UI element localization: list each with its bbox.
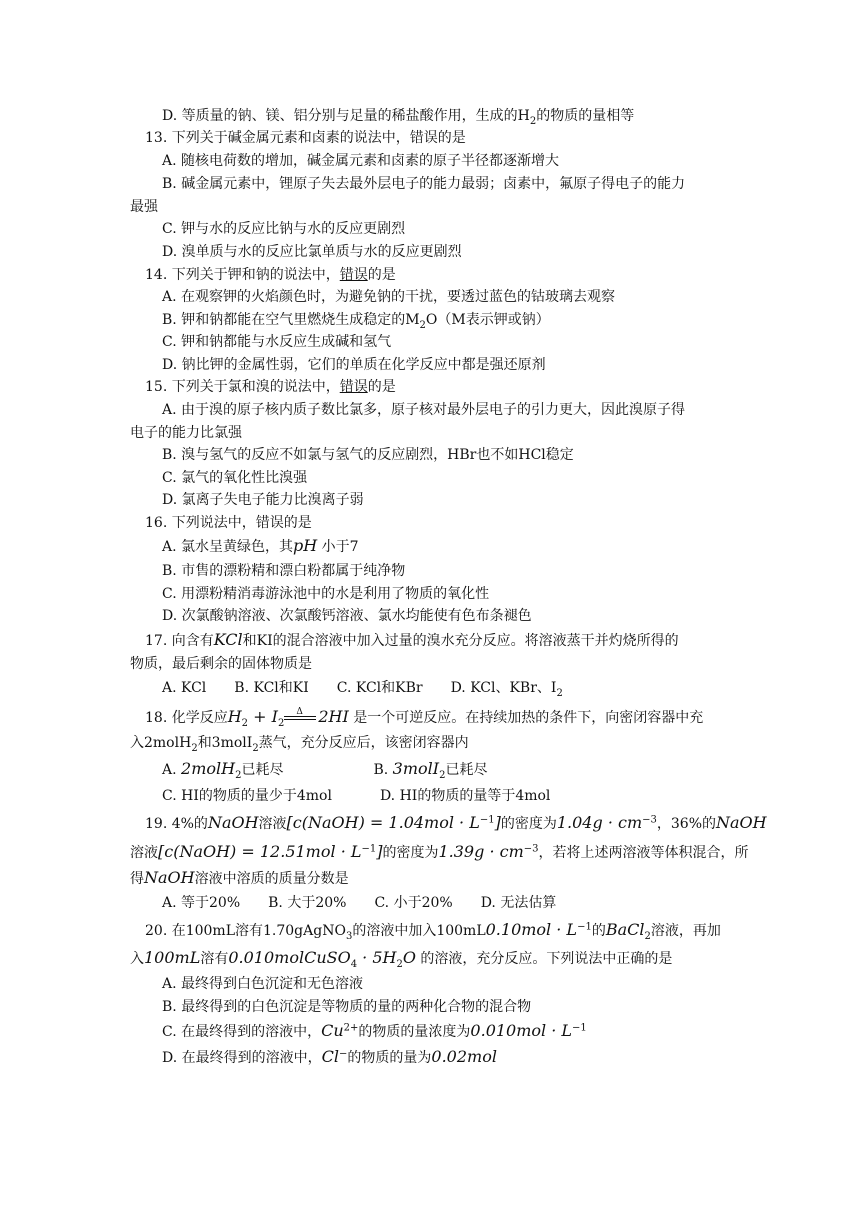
q15-option-b: B. 溴与氢气的反应不如氯与氢气的反应剧烈，HBr也不如HCl稳定	[162, 447, 574, 463]
q20-stem-cont: 入100mL溶有0.010molCuSO$_4$ · $5H_2O$ 的溶液，充分反应。下列说法中正确的是	[130, 948, 673, 970]
q14-option-c: C. 钾和钠都能与水反应生成碱和氢气	[162, 334, 392, 350]
q14-option-d: D. 钠比钾的金属性弱，它们的单质在化学反应中都是强还原剂	[162, 357, 546, 373]
q16-option-b: B. 市售的漂粉精和漂白粉都属于纯净物	[162, 563, 406, 579]
q13-option-a: A. 随核电荷数的增加，碱金属元素和卤素的原子半径都逐渐增大	[162, 153, 560, 169]
q20-option-c: C. 在最终得到的溶液中，$Cu^{2+}$的物质的量浓度为$0.010mol \cdot L^{-1}$	[162, 1021, 587, 1040]
q19-stem-cont: 溶液[c(NaOH) = $12.51mol \cdot L^{-1}$]的密度为$1.39g \cdot cm^{-3}$，若将上述两溶液等体积混合，所	[130, 842, 749, 861]
q14-option-a: A. 在观察钾的火焰颜色时，为避免钠的干扰，要透过蓝色的钴玻璃去观察	[162, 289, 616, 305]
q16-stem: 16. 下列说法中，错误的是	[145, 515, 312, 531]
q15-option-c: C. 氯气的氧化性比溴强	[162, 470, 308, 486]
q18-stem-cont: 入2molH$_2$和3molI$_2$蒸气，充分反应后，该密闭容器内	[130, 735, 469, 754]
q15-option-a-cont: 电子的能力比氯强	[130, 425, 242, 441]
q15-stem: 15. 下列关于氯和溴的说法中，错误的是	[145, 379, 396, 395]
q12-option-d: D. 等质量的钠、镁、铝分别与足量的稀盐酸作用，生成的$H_2$的物质的量相等	[162, 108, 635, 127]
q14-stem: 14. 下列关于钾和钠的说法中，错误的是	[145, 267, 396, 283]
q13-option-b: B. 碱金属元素中，锂原子失去最外层电子的能力最弱；卤素中，氟原子得电子的能力	[162, 176, 686, 192]
q19-stem: 19. 4%的NaOH溶液[c(NaOH) = $1.04mol \cdot L^{-1}$]的密度为$1.04g \cdot cm^{-3}$，36%的NaOH	[145, 813, 767, 832]
q19-stem-cont-2: 得NaOH溶液中溶质的质量分数是	[130, 868, 349, 887]
q18-stem: 18. 化学反应$H_2 + I_2$ Δ 2HI 是一个可逆反应。在持续加热的条件下，向密闭容器中充	[145, 707, 704, 729]
q13-option-b-cont: 最强	[130, 199, 158, 215]
q16-option-d: D. 次氯酸钠溶液、次氯酸钙溶液、氯水均能使有色布条褪色	[162, 608, 532, 624]
q17-stem-cont: 物质，最后剩余的固体物质是	[130, 656, 312, 672]
q20-option-b: B. 最终得到的白色沉淀是等物质的量的两种化合物的混合物	[162, 999, 532, 1015]
q18-options-ab: A. 2molH$_2$已耗尽 B. 3molI$_2$已耗尽	[162, 759, 488, 781]
q20-option-a: A. 最终得到白色沉淀和无色溶液	[162, 976, 364, 992]
q14-option-b: B. 钾和钠都能在空气里燃烧生成稳定的$M_2O(M$表示钾或钠）	[162, 312, 550, 331]
q20-option-d: D. 在最终得到的溶液中，Cl−的物质的量为0.02mol	[162, 1047, 497, 1066]
q13-option-d: D. 溴单质与水的反应比氯单质与水的反应更剧烈	[162, 244, 462, 260]
reversible-arrow-icon: Δ	[284, 711, 318, 725]
q15-option-a: A. 由于溴的原子核内质子数比氯多，原子核对最外层电子的引力更大，因此溴原子得	[162, 402, 686, 418]
q18-options-cd: C. HI的物质的量少于4mol D. HI的物质的量等于4mol	[162, 788, 551, 804]
q16-option-a: A. 氯水呈黄绿色，其pH 小于7	[162, 536, 359, 555]
q19-options: A. 等于20% B. 大于20% C. 小于20% D. 无法估算	[162, 895, 557, 911]
q13-stem: 13. 下列关于碱金属元素和卤素的说法中，错误的是	[145, 130, 466, 146]
q17-options: A. KCl B. KCl和KI C. KCl和KBr D. KCl、KBr、$I_2$	[162, 680, 563, 699]
q15-option-d: D. 氯离子失电子能力比溴离子弱	[162, 492, 364, 508]
q20-stem: 20. 在100mL溶有1.70gAgNO$_3$的溶液中加入$100mL0.10mol \cdot L^{-1}$的BaCl$_2$溶液，再加	[145, 920, 721, 942]
q16-option-c: C. 用漂粉精消毒游泳池中的水是利用了物质的氧化性	[162, 586, 490, 602]
q13-option-c: C. 钾与水的反应比钠与水的反应更剧烈	[162, 221, 406, 237]
q17-stem: 17. 向含有KCl和KI的混合溶液中加入过量的溴水充分反应。将溶液蒸干并灼烧所得的	[145, 630, 679, 649]
